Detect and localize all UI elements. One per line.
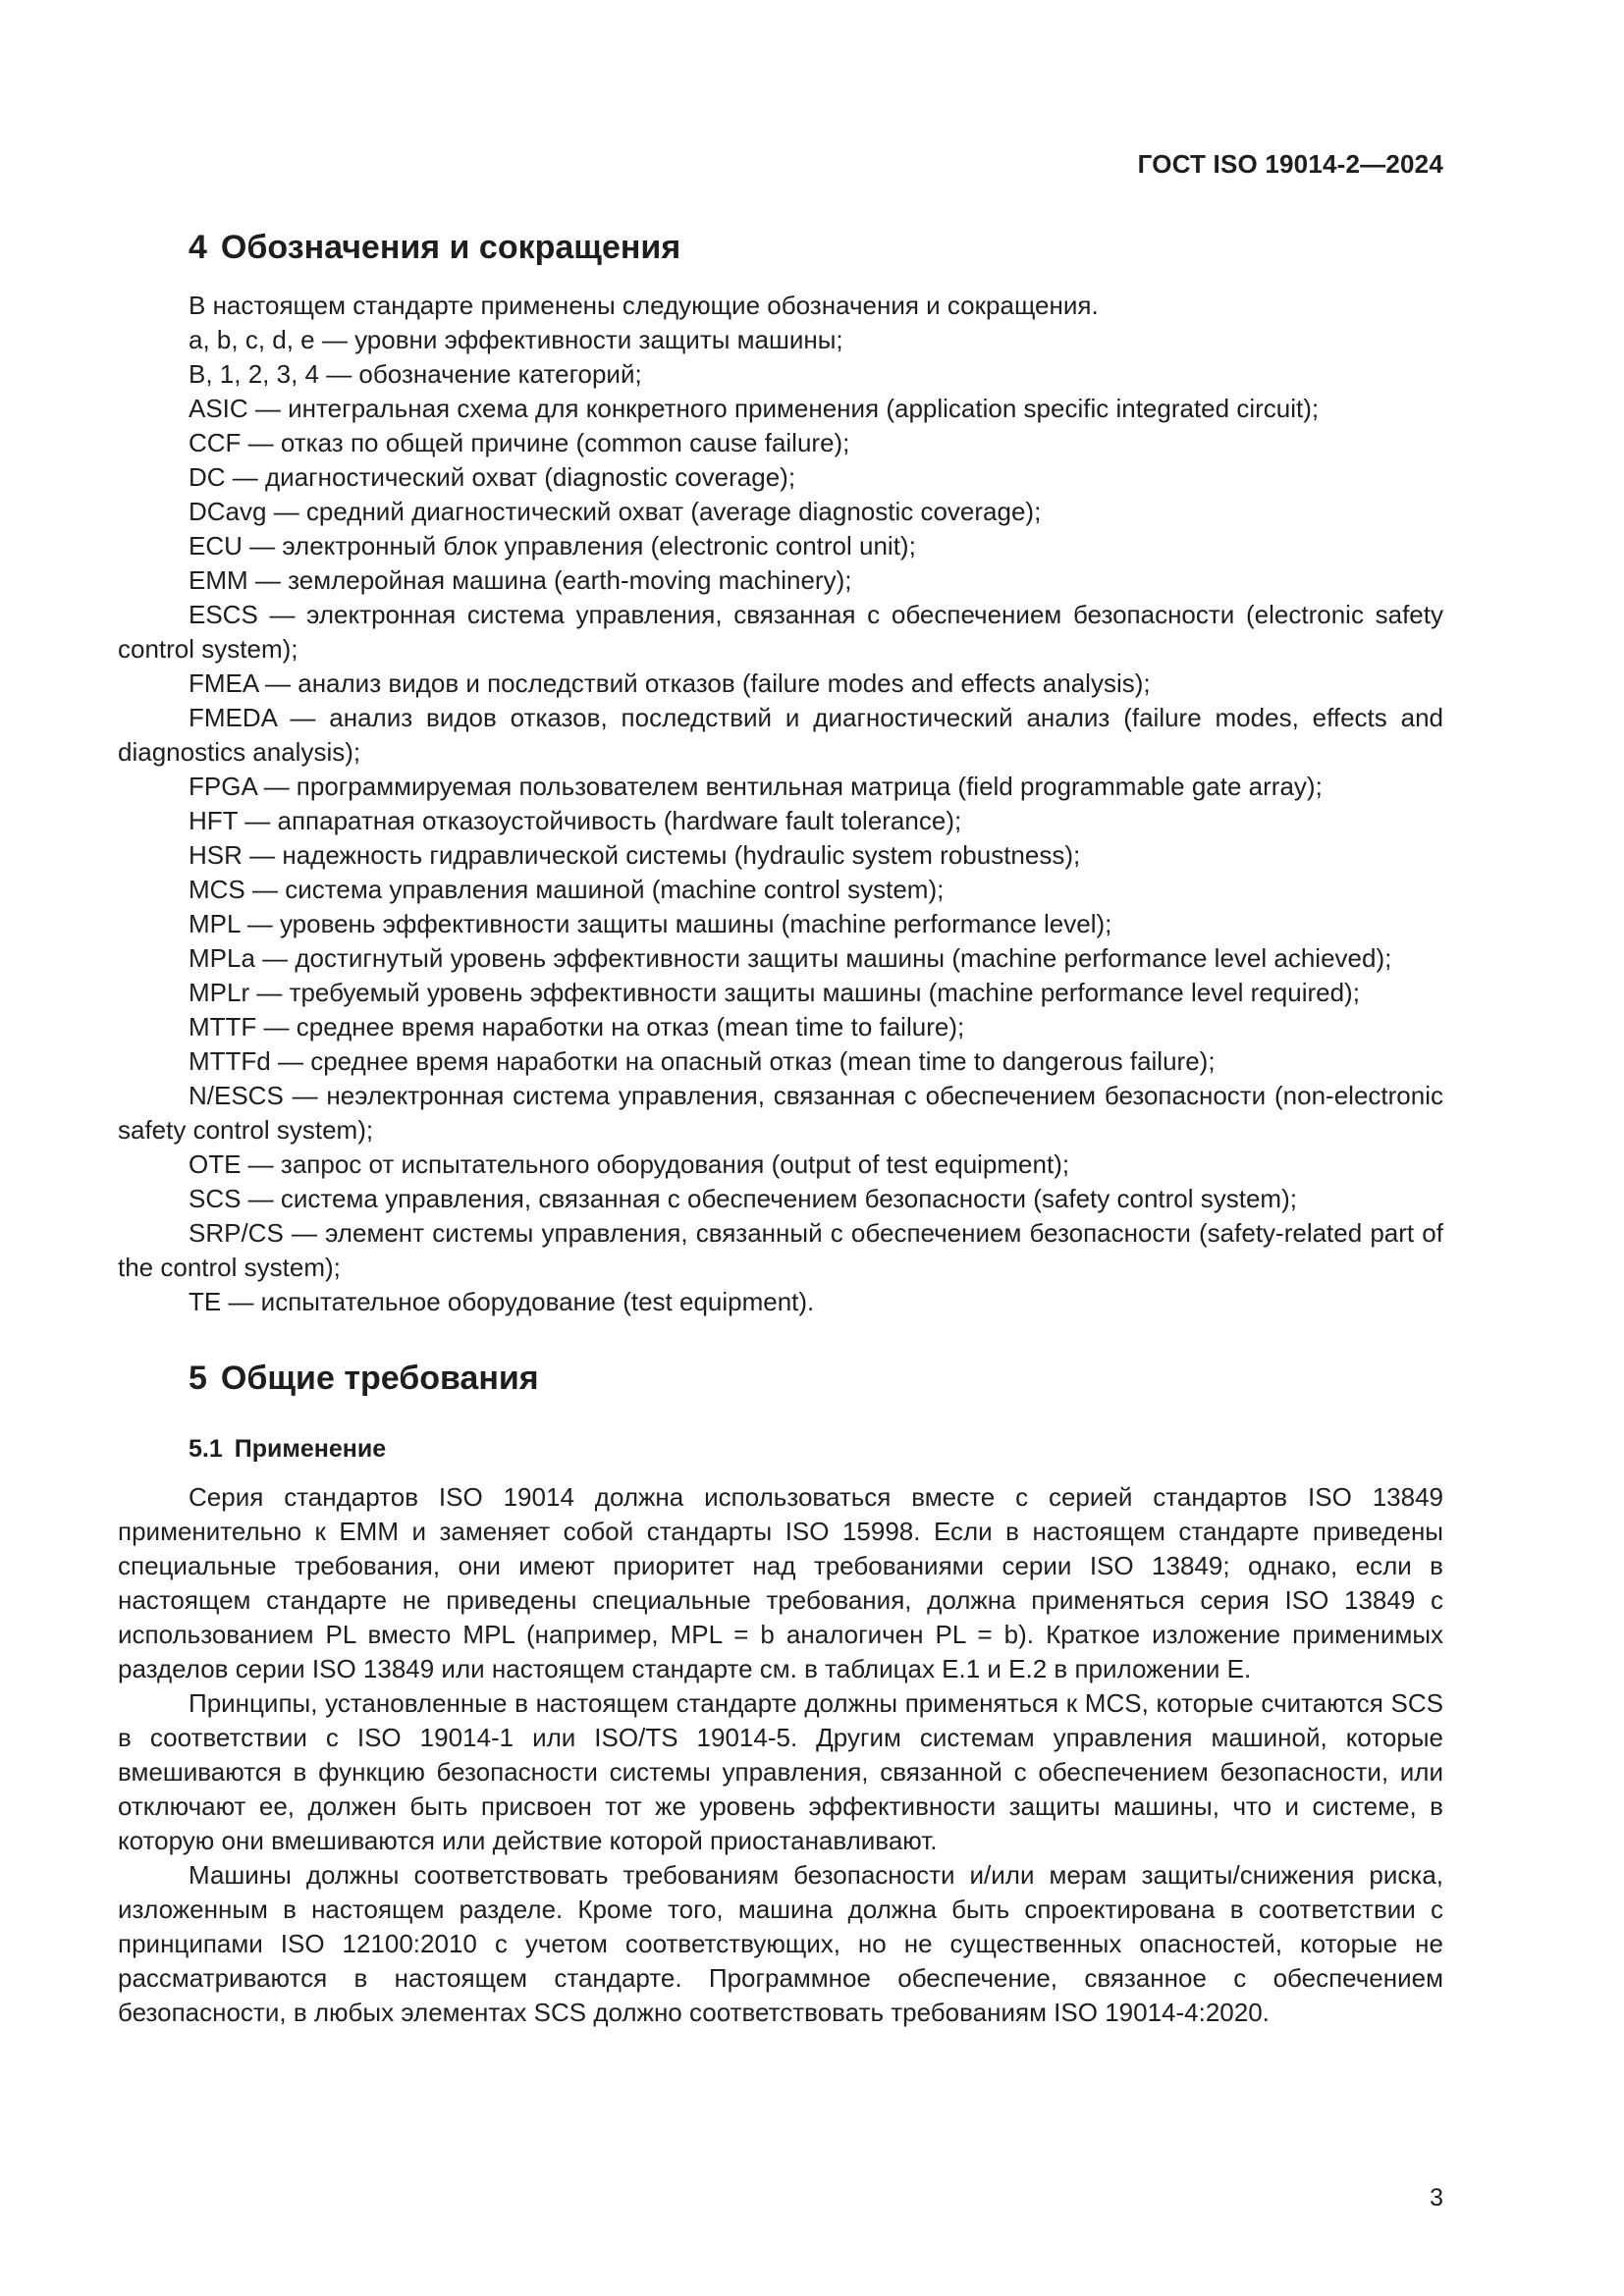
page-content (118, 218, 1443, 2030)
page-number: 3 (1430, 2184, 1443, 2212)
abbreviation-item: DCavg — средний диагностический охват (average diagnostic coverage); (189, 497, 1042, 526)
abbreviation-item: FMEA — анализ видов и последствий отказов (failure modes and effects analysis); (189, 668, 1151, 698)
abbreviation-item: FPGA — программируемая пользователем вентильная матрица (field programmable gate array); (189, 772, 1323, 801)
abbreviation-item: B, 1, 2, 3, 4 — обозначение категорий; (189, 359, 642, 389)
abbreviation-item: MPLa — достигнутый уровень эффективности защиты машины (machine performance level achieved); (189, 943, 1392, 973)
abbreviation-item: FMEDA — анализ видов отказов, последствий и диагностический анализ (failure modes, effects and diagnostics analysis); (118, 703, 1443, 767)
abbreviation-item: HFT — аппаратная отказоустойчивость (hardware fault tolerance); (189, 806, 962, 835)
section-4-number: 4 (189, 229, 207, 266)
subsection-5-1-title: Применение (234, 1435, 387, 1463)
abbreviation-item: EMM — землеройная машина (earth-moving machinery); (189, 565, 852, 595)
section-5-title: Общие требования (220, 1360, 539, 1397)
abbreviation-item: SCS — система управления, связанная с обеспечением безопасности (safety control system); (189, 1184, 1297, 1213)
paragraph: Серия стандартов ISO 19014 должна использоваться вместе с серией стандартов ISO 13849 применительно к EMM и заменяет собой стандарты ISO 15998. Если в настоящем стандарте приведены специальные требования, они имеют приоритет над требованиями серии ISO 13849; однако, если в настоящем стандарте не приведены специальные требования, должна применяться серия ISO 13849 с использованием PL вместо MPL (например, MPL = b аналогичен PL = b). Краткое изложение применимых разделов серии ISO 13849 или настоящем стандарте см. в таблицах Е.1 и Е.2 в приложении Е. (118, 1482, 1443, 1683)
abbreviations-list (118, 323, 1443, 1319)
abbreviation-item: ASIC — интегральная схема для конкретного применения (application specific integrated circuit); (189, 394, 1320, 423)
section-4-heading (118, 218, 1443, 277)
subsection-5-1-number: 5.1 (189, 1435, 223, 1463)
abbreviation-item: MCS — система управления машиной (machine control system); (189, 875, 945, 904)
abbreviation-item: CCF — отказ по общей причине (common cause failure); (189, 428, 850, 457)
abbreviation-item: MPL — уровень эффективности защиты машины (machine performance level); (189, 909, 1112, 938)
paragraph: Принципы, установленные в настоящем стандарте должны применяться к MCS, которые считаются SCS в соответствии с ISO 19014-1 или ISO/TS 19014-5. Другим системам управления машиной, которые вмешиваются в функцию безопасности системы управления, связанной с обеспечением безопасности, или отключают ее, должен быть присвоен тот же уровень эффективности защиты машины, что и системе, в которую они вмешиваются или действие которой приостанавливают. (118, 1688, 1443, 1855)
abbreviation-item: N/ESCS — неэлектронная система управления, связанная с обеспечением безопасности (non-electronic safety control system); (118, 1081, 1443, 1145)
abbreviation-item: SRP/CS — элемент системы управления, связанный с обеспечением безопасности (safety-related part of the control system); (118, 1218, 1443, 1282)
abbreviation-item: MTTFd — среднее время наработки на опасный отказ (mean time to dangerous failure); (189, 1046, 1216, 1076)
abbreviation-item: ECU — электронный блок управления (electronic control unit); (189, 531, 916, 561)
abbreviation-item: MTTF — среднее время наработки на отказ (mean time to failure); (189, 1012, 965, 1041)
abbreviation-item: DC — диагностический охват (diagnostic coverage); (189, 462, 796, 492)
abbreviation-item: a, b, c, d, e — уровни эффективности защиты машины; (189, 325, 843, 354)
abbreviation-item: HSR — надежность гидравлической системы (hydraulic system robustness); (189, 840, 1081, 870)
section-4-intro: В настоящем стандарте применены следующие обозначения и сокращения. (189, 291, 1099, 320)
subsection-5-1-heading (118, 1425, 1443, 1472)
section-5-heading (118, 1349, 1443, 1408)
abbreviation-item: MPLr — требуемый уровень эффективности защиты машины (machine performance level required); (189, 978, 1360, 1007)
abbreviation-item: OTE — запрос от испытательного оборудования (output of test equipment); (189, 1149, 1070, 1179)
abbreviation-item: ESCS — электронная система управления, связанная с обеспечением безопасности (electronic safety control system); (118, 600, 1443, 664)
section-5-number: 5 (189, 1360, 207, 1397)
paragraph: Машины должны соответствовать требованиям безопасности и/или мерам защиты/снижения риска, изложенным в настоящем разделе. Кроме того, машина должна быть спроектирована в соответствии с принципами ISO 12100:2010 с учетом соответствующих, но не существенных опасностей, которые не рассматриваются в настоящем стандарте. Программное обеспечение, связанное с обеспечением безопасности, в любых элементах SCS должно соответствовать требованиям ISO 19014-4:2020. (118, 1860, 1443, 2027)
abbreviation-item: TE — испытательное оборудование (test equipment). (189, 1287, 815, 1316)
section-4-title: Обозначения и сокращения (220, 229, 681, 266)
document-id-header: ГОСТ ISO 19014-2—2024 (1137, 149, 1443, 179)
